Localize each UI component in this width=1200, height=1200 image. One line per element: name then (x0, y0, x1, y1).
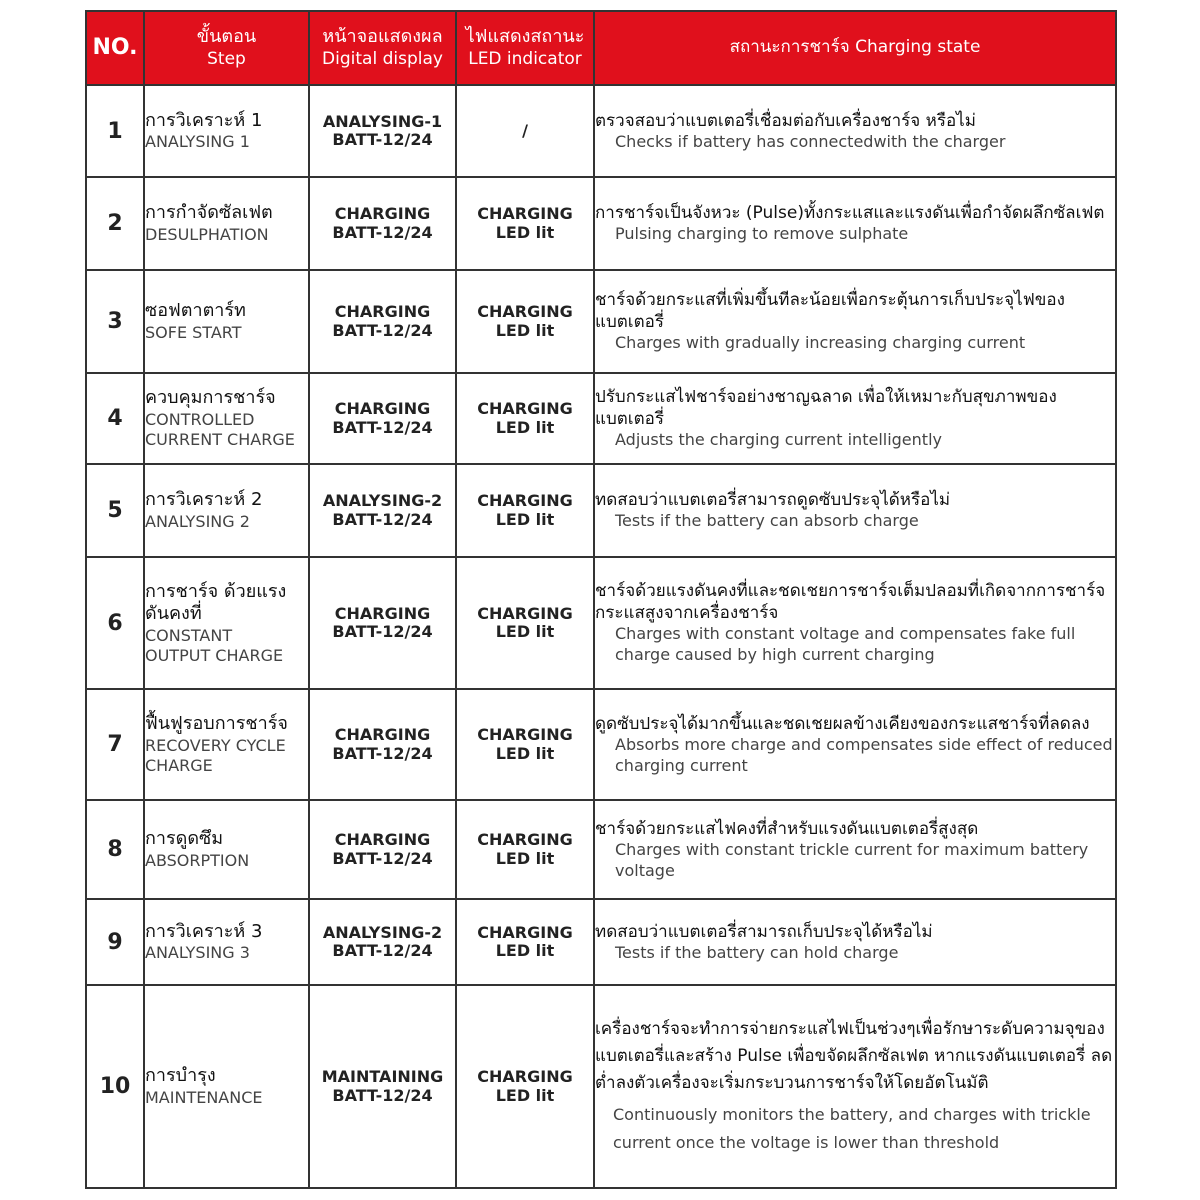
led-text: CHARGING (477, 830, 573, 850)
step-number: 5 (86, 464, 144, 557)
step-name-cell (144, 464, 309, 557)
led-indicator-cell (456, 85, 594, 177)
digital-display-cell (309, 373, 456, 464)
state-description-thai: ตรวจสอบว่าแบตเตอรี่เชื่อมต่อกับเครื่องชาร์จ หรือไม่ (595, 110, 976, 131)
step-number: 9 (86, 899, 144, 985)
state-description-en: Charges with constant trickle current for maximum battery voltage (615, 839, 1089, 880)
digital-display-cell (309, 85, 456, 177)
led-text: CHARGING (477, 302, 573, 322)
step-number: 6 (86, 557, 144, 689)
table-body (86, 85, 1116, 1188)
header-no: NO. (86, 11, 144, 85)
state-description-en: Absorbs more charge and compensates side effect of reduced charging current (615, 734, 1113, 775)
step-name-en: OUTPUT CHARGE (145, 645, 284, 665)
display-text: ANALYSING-1 (322, 111, 443, 131)
step-name-en: CURRENT CHARGE (145, 429, 295, 449)
led-indicator-cell (456, 177, 594, 270)
led-text: CHARGING (477, 399, 573, 419)
table-row (86, 85, 1116, 177)
display-text: MAINTAINING (321, 1067, 444, 1087)
led-text: LED lit (495, 1085, 555, 1105)
digital-display-cell (309, 177, 456, 270)
led-text: CHARGING (477, 603, 573, 623)
state-description-thai: ชาร์จด้วยแรงดันคงที่และชดเชยการชาร์จเต็มปลอมที่เกิดจากการชาร์จกระแสสูงจากเครื่องชาร์จ (595, 581, 1106, 624)
display-text: CHARGING (334, 725, 431, 745)
led-text: CHARGING (477, 1067, 573, 1087)
led-text: LED lit (495, 848, 555, 868)
led-text: LED lit (495, 622, 555, 641)
led-indicator-cell (456, 689, 594, 800)
state-description-thai: ดูดซับประจุได้มากขึ้นและชดเชยผลข้างเคียงของกระแสชาร์จที่ลดลง (595, 713, 1090, 734)
step-name-thai: ฟื้นฟูรอบการชาร์จ (145, 713, 288, 735)
table-row (86, 689, 1116, 800)
led-text: CHARGING (477, 725, 573, 745)
led-text: LED lit (495, 417, 555, 437)
led-text: / (522, 120, 528, 140)
table-row (86, 557, 1116, 689)
display-text: BATT-12/24 (332, 622, 433, 641)
state-description-en: Checks if battery has connectedwith the charger (615, 131, 1006, 151)
display-text: ANALYSING-2 (322, 491, 443, 511)
state-description-en: Continuously monitors the battery, and charges with trickle current once the voltage is lower than threshold (613, 1105, 1091, 1153)
digital-display-cell (309, 899, 456, 985)
header-state (594, 11, 1116, 85)
table-row (86, 800, 1116, 899)
header-step-thai: ขั้นตอน (196, 26, 257, 48)
step-name-en: RECOVERY CYCLE (145, 735, 286, 755)
header-display-en: Digital display (322, 48, 443, 69)
header-state-en: Charging state (855, 37, 981, 58)
led-indicator-cell (456, 373, 594, 464)
led-indicator-cell (456, 557, 594, 689)
charging-state-cell (594, 800, 1116, 899)
step-name-en: SOFE START (145, 322, 242, 342)
charging-steps-table (85, 10, 1117, 1189)
step-name-en: ANALYSING 2 (145, 511, 250, 531)
state-description-en: Charges with constant voltage and compensates fake full charge caused by high current charging (615, 624, 1076, 665)
step-name-cell (144, 177, 309, 270)
table-row (86, 373, 1116, 464)
digital-display-cell (309, 985, 456, 1188)
charging-state-cell (594, 270, 1116, 373)
state-description-thai: ชาร์จด้วยกระแสที่เพิ่มขึ้นทีละน้อยเพื่อกระตุ้นการเก็บประจุไฟของแบตเตอรี่ (595, 290, 1065, 333)
display-text: BATT-12/24 (332, 222, 433, 242)
step-name-thai: การบำรุง (145, 1065, 216, 1087)
step-name-cell (144, 270, 309, 373)
display-text: CHARGING (334, 204, 431, 224)
step-number: 8 (86, 800, 144, 899)
display-text: CHARGING (334, 399, 431, 419)
step-name-cell (144, 985, 309, 1188)
step-name-en: CONSTANT (145, 625, 233, 645)
table-row (86, 899, 1116, 985)
display-text: BATT-12/24 (332, 320, 433, 340)
charging-state-cell (594, 899, 1116, 985)
step-name-thai: การวิเคราะห์ 2 (145, 489, 263, 511)
step-name-cell (144, 899, 309, 985)
led-text: CHARGING (477, 491, 573, 511)
header-led-thai: ไฟแสดงสถานะ (465, 26, 585, 48)
charging-state-cell (594, 689, 1116, 800)
step-name-cell (144, 800, 309, 899)
led-indicator-cell (456, 800, 594, 899)
header-display (309, 11, 456, 85)
led-text: LED lit (495, 320, 555, 340)
charging-state-cell (594, 464, 1116, 557)
led-indicator-cell (456, 464, 594, 557)
state-description-en: Adjusts the charging current intelligently (615, 430, 942, 450)
digital-display-cell (309, 689, 456, 800)
header-step (144, 11, 309, 85)
step-name-cell (144, 557, 309, 689)
charging-state-cell (594, 985, 1116, 1188)
display-text: BATT-12/24 (332, 743, 433, 763)
state-description-thai: ชาร์จด้วยกระแสไฟคงที่สำหรับแรงดันแบตเตอรี่สูงสุด (595, 818, 979, 839)
step-name-en: CONTROLLED (145, 409, 255, 429)
step-name-thai: ควบคุมการชาร์จ (145, 387, 276, 409)
step-name-en: CHARGE (145, 755, 213, 775)
led-indicator-cell (456, 270, 594, 373)
table-row (86, 985, 1116, 1188)
step-name-thai: การวิเคราะห์ 3 (145, 920, 263, 942)
step-number: 2 (86, 177, 144, 270)
digital-display-cell (309, 800, 456, 899)
step-name-thai: การวิเคราะห์ 1 (145, 109, 263, 131)
digital-display-cell (309, 464, 456, 557)
led-indicator-cell (456, 985, 594, 1188)
state-description-en: Tests if the battery can hold charge (615, 942, 899, 962)
charging-state-cell (594, 177, 1116, 270)
display-text: BATT-12/24 (332, 130, 433, 149)
state-description-thai: การชาร์จเป็นจังหวะ (Pulse)ทั้งกระแสและแรงดันเพื่อกำจัดผลึกซัลเฟต (595, 203, 1105, 224)
step-name-thai: การกำจัดซัลเฟต (145, 202, 273, 224)
step-number: 10 (86, 985, 144, 1188)
table-row (86, 270, 1116, 373)
step-name-en: ABSORPTION (145, 850, 250, 870)
led-text: LED lit (495, 743, 555, 763)
led-indicator-cell (456, 899, 594, 985)
display-text: BATT-12/24 (332, 941, 433, 960)
led-text: LED lit (495, 509, 555, 529)
charging-state-cell (594, 557, 1116, 689)
header-display-thai: หน้าจอแสดงผล (322, 26, 443, 48)
digital-display-cell (309, 557, 456, 689)
state-description-thai: ทดสอบว่าแบตเตอรี่สามารถเก็บประจุได้หรือไม่ (595, 921, 933, 942)
charging-state-cell (594, 85, 1116, 177)
header-led (456, 11, 594, 85)
header-led-en: LED indicator (468, 48, 582, 69)
table-row (86, 464, 1116, 557)
state-description-thai: ปรับกระแสไฟชาร์จอย่างชาญฉลาด เพื่อให้เหมาะกับสุขภาพของแบตเตอรี่ (595, 387, 1057, 430)
step-name-thai: การชาร์จ ด้วยแรงดันคงที่ (145, 580, 287, 624)
display-text: ANALYSING-2 (322, 922, 443, 942)
display-text: CHARGING (334, 603, 431, 623)
header-state-thai: สถานะการชาร์จ (729, 37, 850, 58)
header-step-en: Step (207, 48, 246, 69)
step-name-thai: ซอฟตาตาร์ท (145, 300, 246, 322)
display-text: CHARGING (334, 302, 431, 322)
step-name-cell (144, 373, 309, 464)
step-name-cell (144, 85, 309, 177)
step-number: 4 (86, 373, 144, 464)
led-text: CHARGING (477, 204, 573, 224)
display-text: CHARGING (334, 830, 431, 850)
table-row (86, 177, 1116, 270)
display-text: BATT-12/24 (332, 509, 433, 529)
step-name-cell (144, 689, 309, 800)
step-number: 3 (86, 270, 144, 373)
table-header (86, 11, 1116, 85)
state-description-en: Charges with gradually increasing charging current (615, 333, 1026, 353)
charging-state-cell (594, 373, 1116, 464)
digital-display-cell (309, 270, 456, 373)
step-number: 1 (86, 85, 144, 177)
display-text: BATT-12/24 (332, 417, 433, 437)
header-row (86, 11, 1116, 85)
state-description-en: Pulsing charging to remove sulphate (615, 224, 909, 244)
state-description-en: Tests if the battery can absorb charge (615, 511, 919, 531)
led-text: CHARGING (477, 922, 573, 942)
state-description-thai: เครื่องชาร์จจะทำการจ่ายกระแสไฟเป็นช่วงๆเพื่อรักษาระดับความจุของแบตเตอรี่และสร้าง Pulse เพื่อขจัดผลึกซัลเฟต หากแรงดันแบตเตอรี่ ลดต่ำลงตัวเครื่องจะเริ่มกระบวนการชาร์จให้โดยอัตโนมัติ (595, 1018, 1113, 1094)
state-description-thai: ทดสอบว่าแบตเตอรี่สามารถดูดซับประจุได้หรือไม่ (595, 490, 951, 511)
display-text: BATT-12/24 (332, 848, 433, 868)
step-number: 7 (86, 689, 144, 800)
step-name-en: ANALYSING 1 (145, 132, 250, 152)
led-text: LED lit (495, 941, 555, 960)
step-name-thai: การดูดซึม (145, 828, 224, 850)
display-text: BATT-12/24 (332, 1085, 433, 1105)
led-text: LED lit (495, 222, 555, 242)
step-name-en: DESULPHATION (145, 224, 269, 244)
step-name-en: ANALYSING 3 (145, 943, 250, 963)
step-name-en: MAINTENANCE (145, 1087, 263, 1107)
